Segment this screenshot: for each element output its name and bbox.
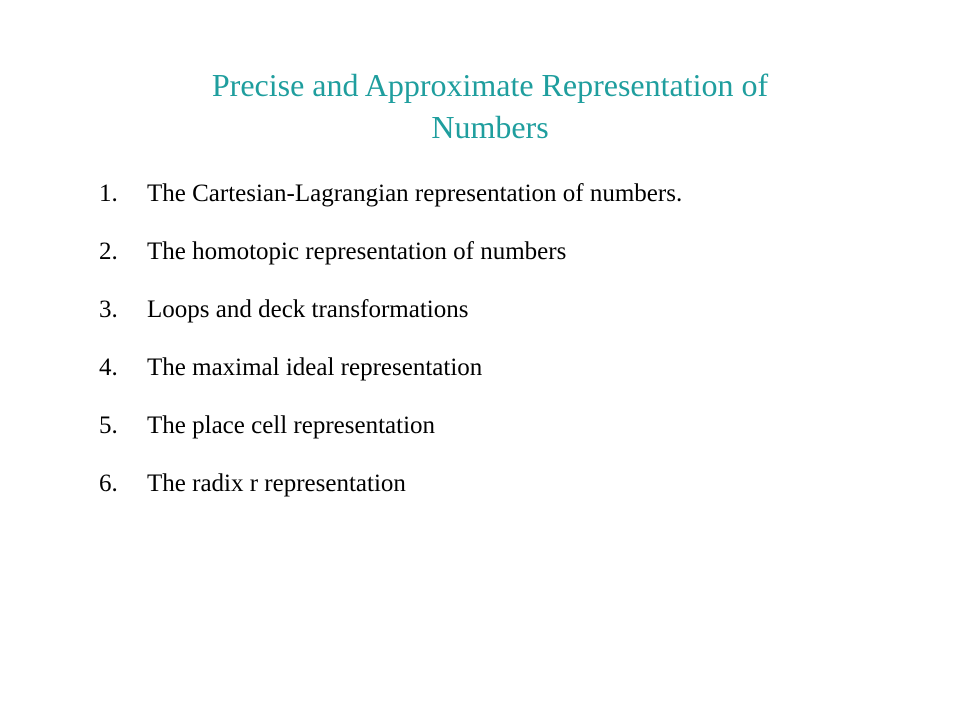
list-item-number: 3. <box>99 296 118 323</box>
list-item <box>0 464 960 522</box>
list-item-text: The homotopic representation of numbers <box>147 238 567 265</box>
list-item-number: 2. <box>99 238 118 265</box>
slide-title: Precise and Approximate Representation of Numbers <box>211 67 769 145</box>
list-item-number: 4. <box>99 354 118 381</box>
list-item-number: 5. <box>99 412 118 439</box>
list-item <box>0 348 960 406</box>
list-item <box>0 232 960 290</box>
list-item-number: 1. <box>99 180 118 207</box>
list-item <box>0 406 960 464</box>
numbered-list <box>0 174 960 522</box>
list-item-text: The Cartesian-Lagrangian representation of numbers. <box>147 180 683 207</box>
list-item <box>0 174 960 232</box>
list-item-text: The radix r representation <box>147 470 406 497</box>
list-item-text: The place cell representation <box>147 412 436 439</box>
list-item-text: Loops and deck transformations <box>147 296 469 323</box>
list-item-number: 6. <box>99 470 118 497</box>
list-item <box>0 290 960 348</box>
list-item-text: The maximal ideal representation <box>147 354 483 381</box>
